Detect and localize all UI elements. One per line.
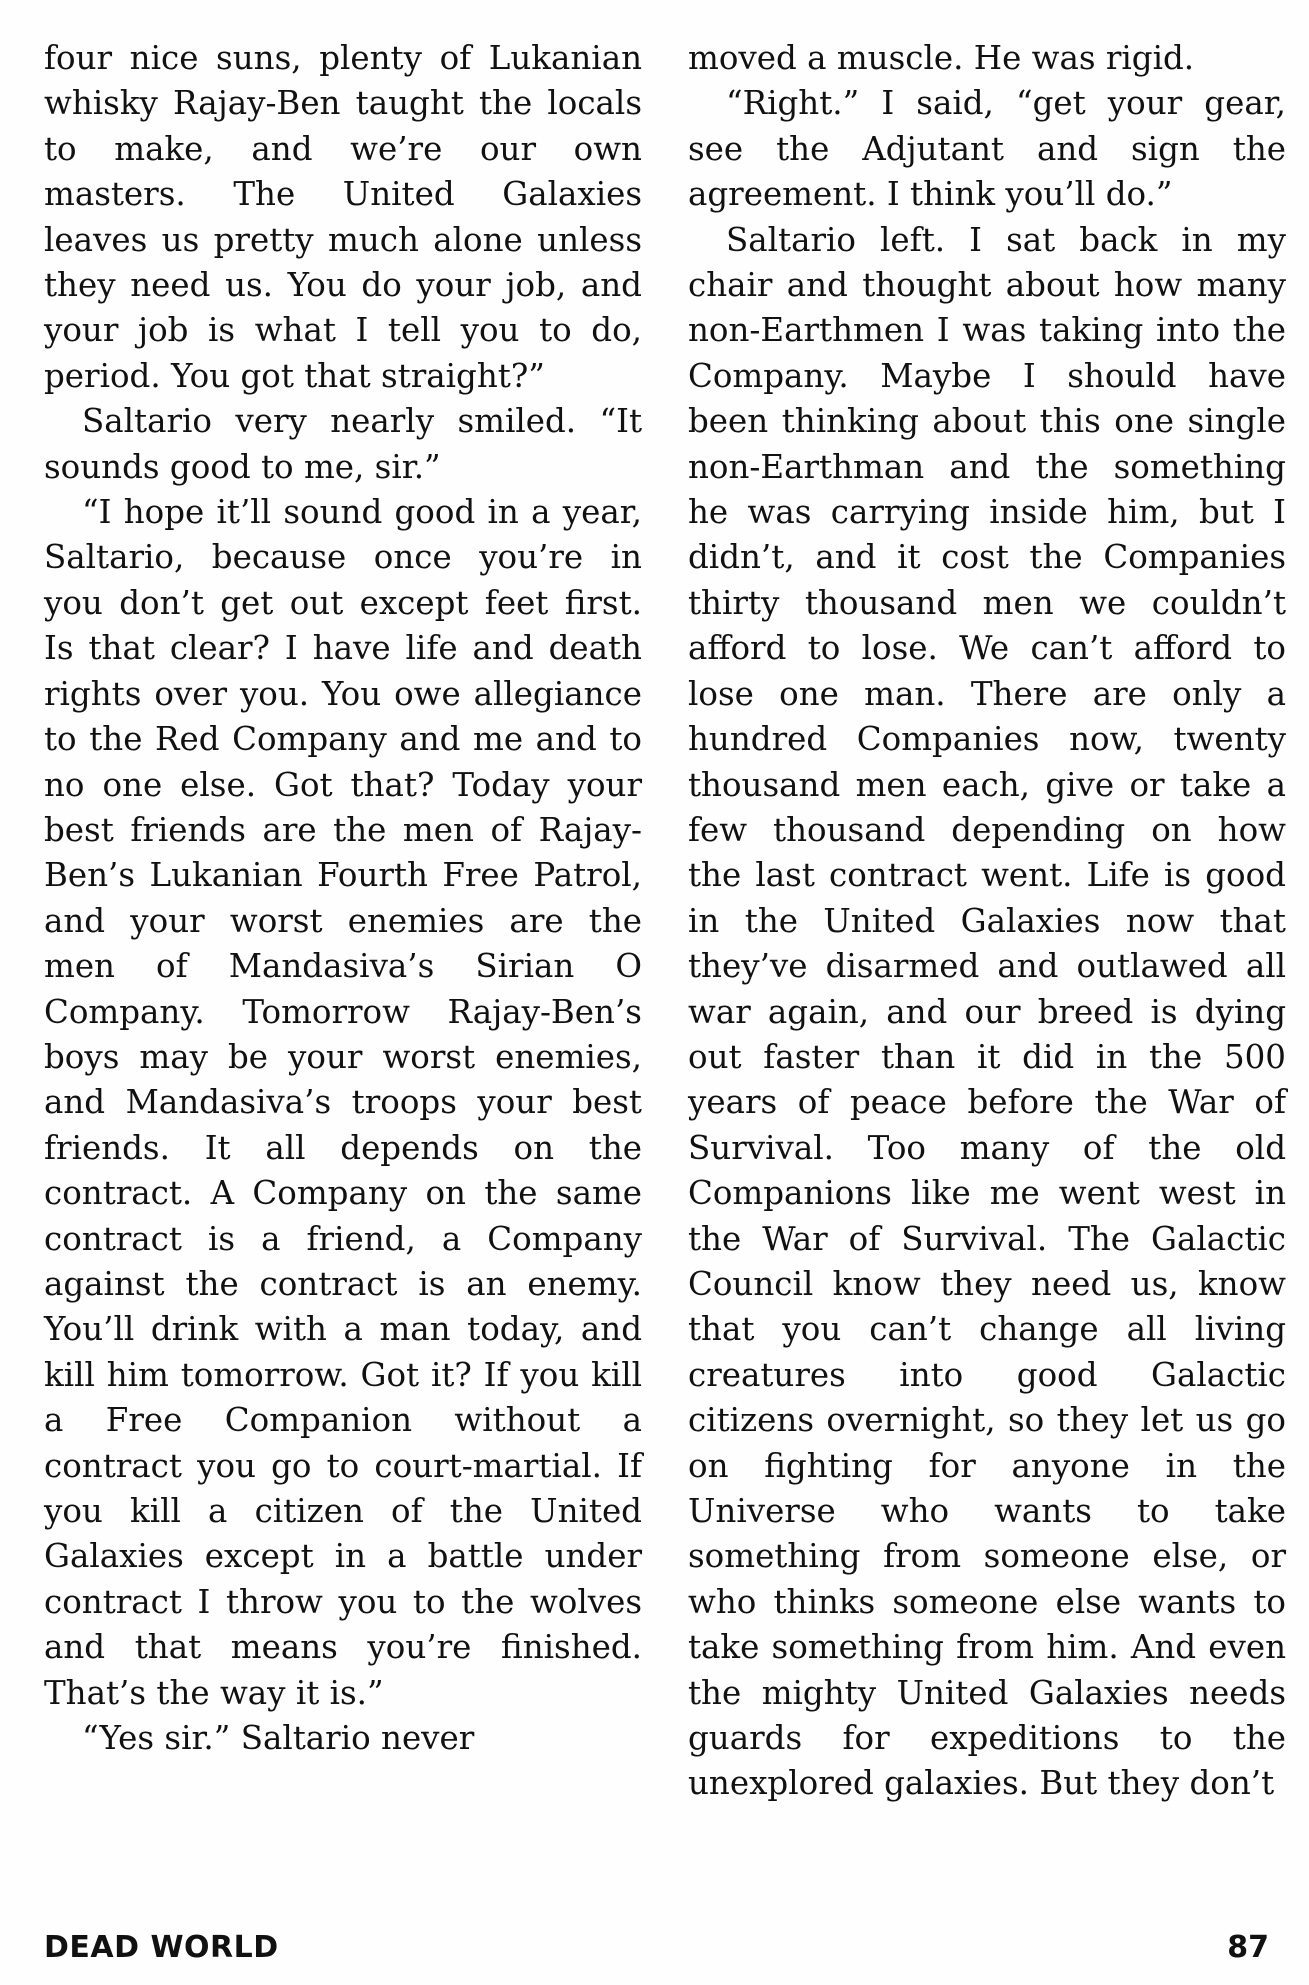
left-column [44, 36, 642, 1761]
page-number: 87 [1227, 1930, 1269, 1965]
paragraph: four nice suns, plenty of Lukanian whisky Rajay-Ben taught the locals to make, and we’re our own masters. The United Galaxies leaves us pretty much alone unless they need us. You do your job, and your job is what I tell you to do, period. You got that straight?” [44, 39, 642, 395]
paragraph: “I hope it’ll sound good in a year, Saltario, because once you’re in you don’t get out except feet first. Is that clear? I have life and death rights over you. You owe allegiance to the Red Company and me and to no one else. Got that? Today your best friends are the men of Rajay-Ben’s Lukanian Fourth Free Patrol, and your worst enemies are the men of Mandasiva’s Sirian O Company. Tomorrow Rajay-Ben’s boys may be your worst enemies, and Mandasiva’s troops your best friends. It all depends on the contract. A Company on the same contract is a friend, a Company against the contract is an enemy. You’ll drink with a man today, and kill him tomorrow. Got it? If you kill a Free Companion without a contract you go to court-martial. If you kill a citizen of the United Galaxies except in a battle under contract I throw you to the wolves and that means you’re finished. That’s the way it is.” [44, 493, 642, 1712]
paragraph: Saltario very nearly smiled. “It sounds good to me, sir.” [44, 402, 642, 486]
running-footer-title: DEAD WORLD [44, 1930, 279, 1965]
right-column [688, 36, 1286, 1807]
paragraph: “Yes sir.” Saltario never [82, 1719, 475, 1758]
paragraph: Saltario left. I sat back in my chair and thought about how many non-Earthmen I was taking into the Company. Maybe I should have been thinking about this one single non-Earthman and the something he was carrying inside him, but I didn’t, and it cost the Companies thirty thousand men we couldn’t afford to lose. We can’t afford to lose one man. There are only a hundred Companies now, twenty thousand men each, give or take a few thousand depending on how the last contract went. Life is good in the United Galaxies now that they’ve disarmed and outlawed all war again, and our breed is dying out faster than it did in the 500 years of peace before the War of Survival. Too many of the old Companions like me went west in the War of Survival. The Galactic Council know they need us, know that you can’t change all living creatures into good Galactic citizens overnight, so they let us go on fighting for anyone in the Universe who wants to take something from someone else, or who thinks someone else wants to take something from him. And even the mighty United Galaxies needs guards for expeditions to the unexplored galaxies. But they don’t [688, 220, 1286, 1803]
paragraph: “Right.” I said, “get your gear, see the Adjutant and sign the agreement. I think you’ll do.” [688, 84, 1286, 214]
paragraph: moved a muscle. He was rigid. [688, 39, 1195, 77]
